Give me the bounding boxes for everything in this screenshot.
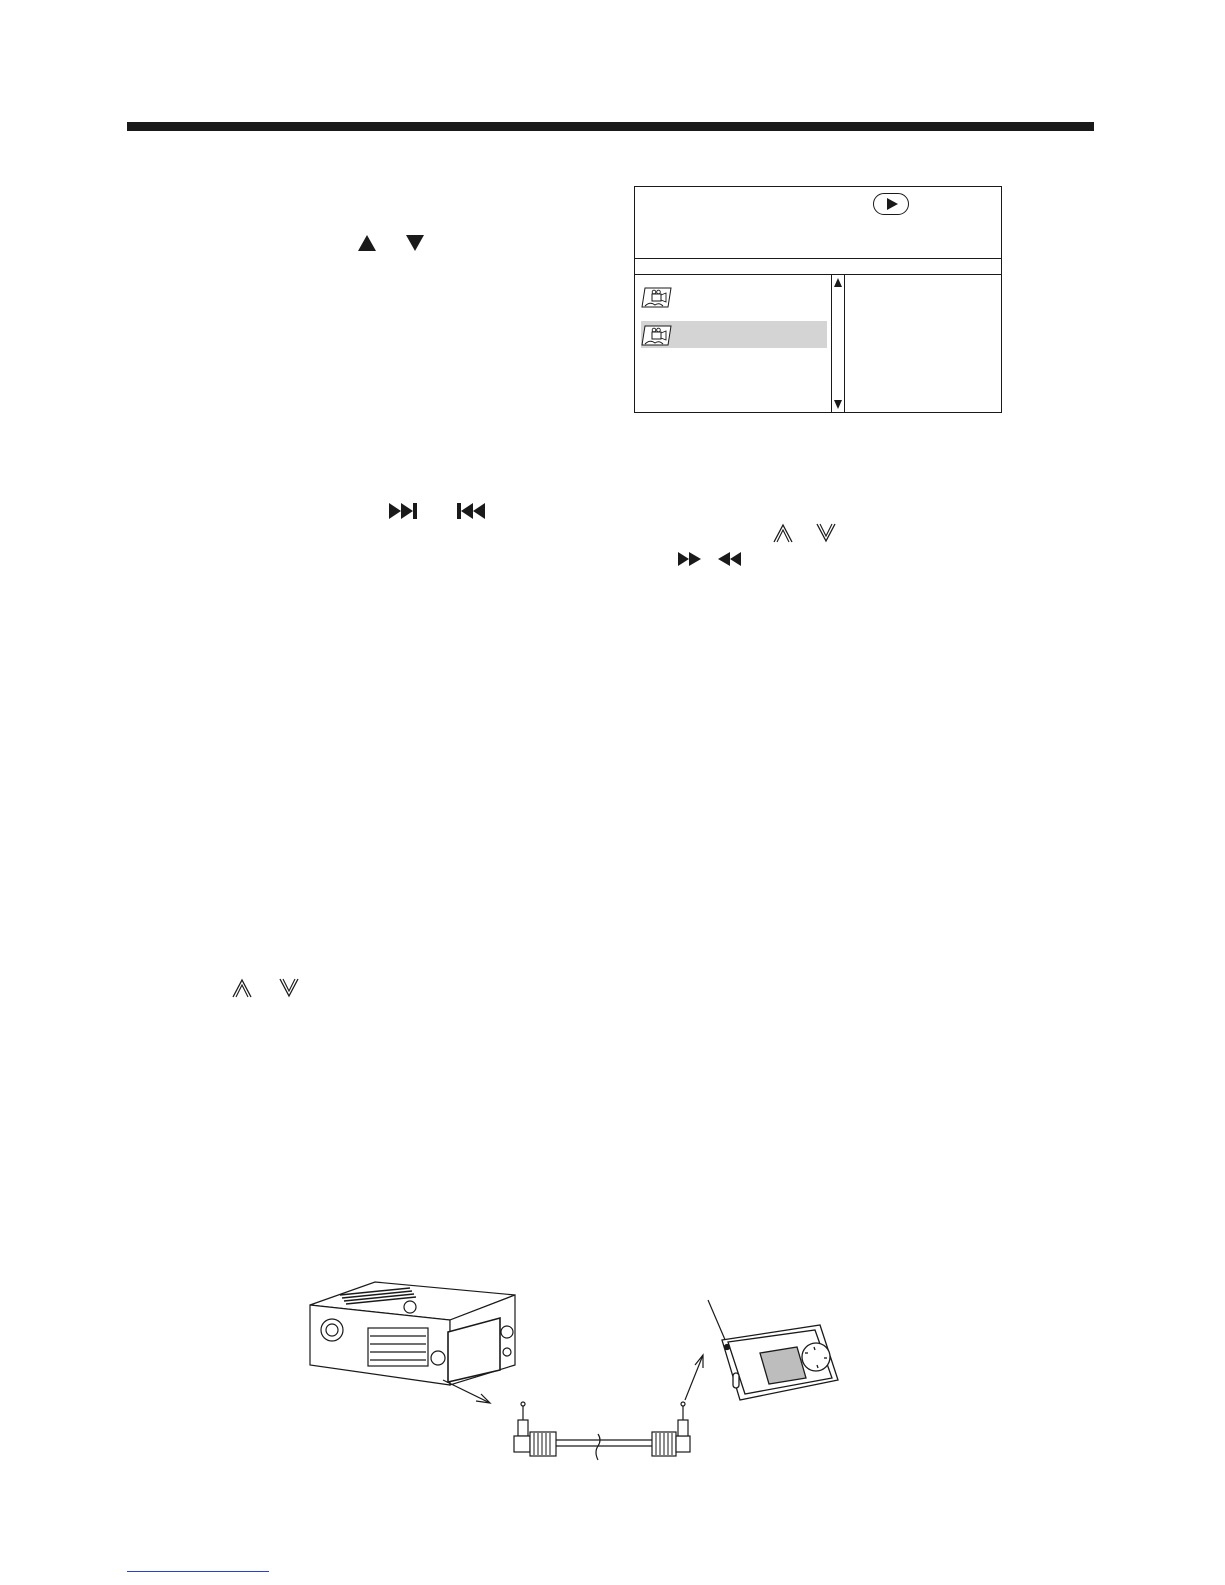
header-rule xyxy=(127,122,1094,131)
osd-divider xyxy=(635,258,1001,259)
osd-scrollbar[interactable] xyxy=(831,275,845,412)
chevron-up-outline-icon xyxy=(772,523,794,543)
car-head-unit xyxy=(310,1282,515,1385)
file-list-item-selected[interactable] xyxy=(641,321,827,348)
footer-link-underline[interactable] xyxy=(127,1571,269,1572)
scroll-up-arrow-icon[interactable] xyxy=(834,278,842,287)
osd-file-list xyxy=(635,275,831,412)
audio-cable-3.5mm xyxy=(514,1402,690,1460)
video-file-icon xyxy=(641,285,675,309)
chevron-up-outline-icon xyxy=(231,978,253,998)
portable-media-player xyxy=(722,1325,838,1400)
triangle-up-icon xyxy=(357,234,377,252)
fast-rewind-icon xyxy=(716,551,742,567)
fast-forward-icon xyxy=(677,551,703,567)
osd-file-browser xyxy=(634,186,1002,413)
skip-next-icon xyxy=(388,502,420,520)
chevron-down-outline-icon xyxy=(815,523,837,543)
video-file-icon xyxy=(641,323,675,347)
play-circle-icon[interactable] xyxy=(873,193,909,215)
skip-previous-icon xyxy=(455,502,487,520)
aux-connection-illustration xyxy=(300,1270,870,1485)
file-list-item[interactable] xyxy=(641,283,827,310)
triangle-down-icon xyxy=(405,234,425,252)
chevron-down-outline-icon xyxy=(278,978,300,998)
scroll-down-arrow-icon[interactable] xyxy=(834,400,842,409)
